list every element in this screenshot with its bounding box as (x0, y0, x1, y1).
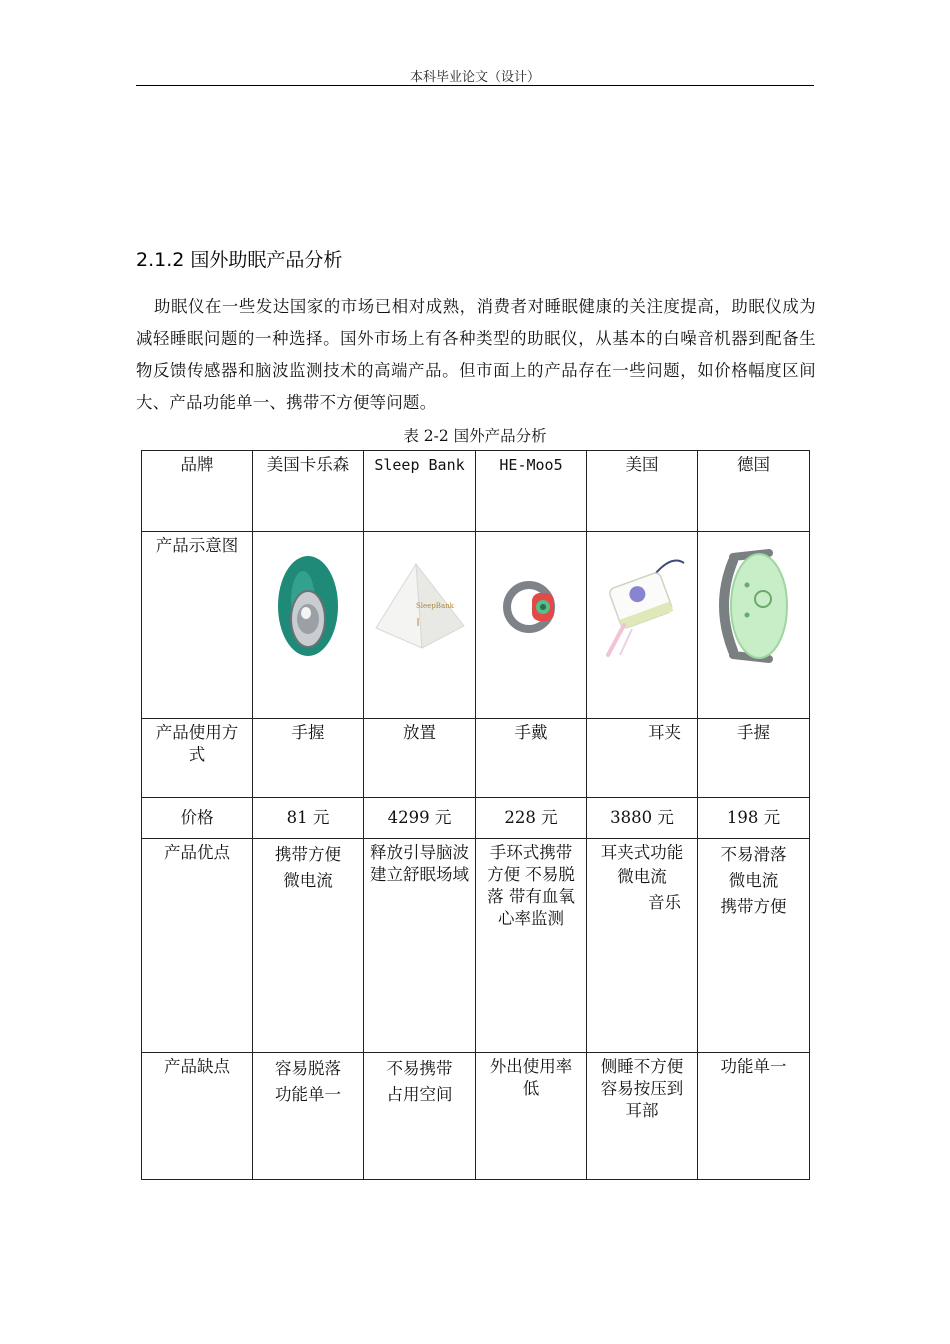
cons-line: 不易携带 (386, 1059, 453, 1078)
section-heading: 2.1.2 国外助眠产品分析 (136, 249, 343, 271)
usage-cell: 手握 (253, 719, 364, 798)
pros-line: 微电流 (617, 867, 667, 886)
table-row-price (142, 798, 810, 839)
cons-cell (476, 1053, 587, 1180)
brand-cell: 美国 (587, 451, 698, 532)
pros-line: 耳夹式功能 (600, 843, 684, 862)
pros-line: 音乐 (648, 893, 681, 912)
price-cell: 4299 元 (364, 798, 476, 839)
image-cell (698, 532, 810, 719)
pros-cell (476, 839, 587, 1053)
usage-cell: 手戴 (476, 719, 587, 798)
cons-line: 外出使用率低 (489, 1057, 573, 1098)
brand-cell: Sleep Bank (364, 451, 476, 532)
pros-cell (364, 839, 476, 1053)
row-label-pros: 产品优点 (142, 839, 253, 1053)
wrist-band-device-icon (498, 573, 564, 639)
green-hand-strap-device-icon (711, 543, 797, 669)
cons-line: 侧睡不方便容易按压到耳部 (600, 1057, 684, 1120)
cons-line: 占用空间 (386, 1085, 453, 1104)
handheld-egg-device-icon (268, 551, 348, 661)
cons-line: 功能单一 (720, 1057, 787, 1076)
brand-cell: HE-Moo5 (476, 451, 587, 532)
row-label-image: 产品示意图 (142, 532, 253, 719)
pros-line: 手环式携带方便 不易脱落 带有血氧心率监测 (487, 843, 575, 928)
table-row-pros (142, 839, 810, 1053)
running-header: 本科毕业论文（设计） (409, 70, 540, 85)
cons-line: 容易脱落 (275, 1059, 341, 1078)
header-rule (136, 85, 814, 86)
table-caption: 表 2-2 国外产品分析 (403, 427, 547, 445)
usage-cell: 手握 (698, 719, 810, 798)
body-paragraph: 助眠仪在一些发达国家的市场已相对成熟，消费者对睡眠健康的关注度提高，助眠仪成为减轻睡眠问题的一种选择。国外市场上有各种类型的助眠仪，从基本的白噪音机器到配备生物反馈传感器和脑波监测技术的高端产品。但市面上的产品存在一些问题，如价格幅度区间大、产品功能单一、携带不方便等问题。 (136, 297, 816, 412)
usage-cell: 放置 (364, 719, 476, 798)
cons-cell (364, 1053, 476, 1180)
table-row-image (142, 532, 810, 719)
brand-cell: 德国 (698, 451, 810, 532)
price-cell: 228 元 (476, 798, 587, 839)
product-analysis-table (141, 450, 810, 1180)
table-row-brand (142, 451, 810, 532)
cons-cell (587, 1053, 698, 1180)
table-row-cons (142, 1053, 810, 1180)
pros-line: 携带方便 (720, 897, 787, 916)
ear-clip-device-icon (594, 551, 690, 661)
image-cell (587, 532, 698, 719)
pros-cell (253, 839, 364, 1053)
row-label-price: 价格 (142, 798, 253, 839)
brand-cell: 美国卡乐森 (253, 451, 364, 532)
price-cell: 81 元 (253, 798, 364, 839)
pros-line: 携带方便 (275, 845, 341, 864)
pyramid-device-icon (372, 560, 468, 652)
row-label-brand: 品牌 (142, 451, 253, 532)
image-cell (253, 532, 364, 719)
usage-cell: 耳夹 (587, 719, 698, 798)
table-row-usage (142, 719, 810, 798)
pros-cell (587, 839, 698, 1053)
pros-line: 微电流 (728, 871, 779, 890)
image-cell (364, 532, 476, 719)
image-cell (476, 532, 587, 719)
row-label-cons: 产品缺点 (142, 1053, 253, 1180)
cons-cell (253, 1053, 364, 1180)
pyramid-label: SleepBank (415, 602, 454, 610)
cons-cell (698, 1053, 810, 1180)
price-cell: 198 元 (698, 798, 810, 839)
price-cell: 3880 元 (587, 798, 698, 839)
pros-cell (698, 839, 810, 1053)
pros-line: 微电流 (283, 871, 333, 890)
pros-line: 释放引导脑波建立舒眠场域 (370, 843, 469, 884)
pros-line: 不易滑落 (720, 845, 787, 864)
cons-line: 功能单一 (275, 1085, 341, 1104)
row-label-usage: 产品使用方式 (142, 719, 253, 798)
